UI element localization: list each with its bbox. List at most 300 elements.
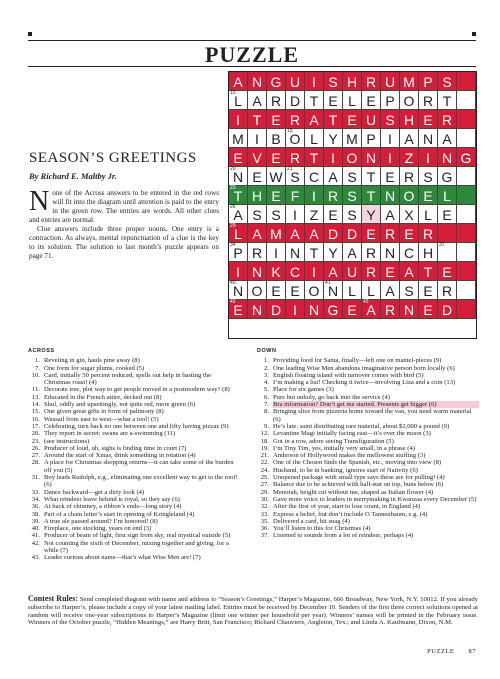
cell-letter: R: [365, 264, 377, 280]
across-clue: [28, 474, 238, 489]
grid-cell[interactable]: [457, 224, 476, 243]
cell-letter: S: [290, 169, 300, 185]
grid-cell[interactable]: [381, 300, 400, 319]
grid-cell[interactable]: [286, 262, 305, 281]
grid-cell[interactable]: [324, 129, 343, 148]
grid-cell[interactable]: [286, 110, 305, 129]
grid-cell[interactable]: [400, 205, 419, 224]
grid-cell[interactable]: [324, 148, 343, 167]
cell-letter: V: [252, 150, 262, 166]
cell-letter: M: [403, 74, 415, 90]
clue-number: 38.: [31, 510, 40, 518]
grid-cell[interactable]: [286, 148, 305, 167]
down-clue: [257, 365, 479, 372]
grid-cell[interactable]: [305, 205, 324, 224]
grid-cell[interactable]: [457, 300, 476, 319]
across-clue: [28, 386, 238, 393]
grid-cell[interactable]: [362, 186, 381, 205]
clue-text: (see instructions): [44, 437, 90, 445]
grid-cell[interactable]: [400, 110, 419, 129]
grid-cell[interactable]: [267, 129, 286, 148]
grid-cell[interactable]: [438, 205, 457, 224]
grid-cell[interactable]: [267, 300, 286, 319]
cell-letter: A: [252, 93, 262, 109]
grid-cell[interactable]: [438, 129, 457, 148]
cell-letter: L: [348, 93, 356, 109]
cell-letter: A: [252, 226, 262, 242]
grid-cell[interactable]: [324, 167, 343, 186]
grid-cell[interactable]: [400, 243, 419, 262]
grid-cell[interactable]: [419, 224, 438, 243]
grid-cell[interactable]: [229, 167, 248, 186]
cell-letter: A: [290, 226, 300, 242]
across-clue: [28, 416, 238, 423]
grid-cell[interactable]: [229, 148, 248, 167]
grid-cell[interactable]: [362, 300, 381, 319]
grid-cell[interactable]: [324, 110, 343, 129]
clue-text: Wassail from east to west—what a tool! (5): [44, 415, 159, 423]
grid-cell[interactable]: [343, 167, 362, 186]
clue-number: 35.: [260, 517, 269, 525]
grid-cell[interactable]: [400, 148, 419, 167]
grid-cell[interactable]: [248, 148, 267, 167]
grid-cell[interactable]: [324, 300, 343, 319]
clue-number: 31.: [31, 474, 40, 482]
clue-text: A true ale passed around? I’m honored! (8): [44, 517, 158, 525]
grid-cell[interactable]: [343, 281, 362, 300]
grid-cell[interactable]: [400, 72, 419, 91]
cell-letter: R: [270, 93, 282, 109]
grid-cell[interactable]: [457, 148, 476, 167]
grid-cell[interactable]: [343, 224, 362, 243]
grid-cell[interactable]: [305, 72, 324, 91]
grid-cell[interactable]: [381, 167, 400, 186]
cell-letter: E: [271, 112, 281, 128]
cell-letter: N: [232, 283, 244, 299]
grid-cell[interactable]: [400, 262, 419, 281]
grid-cell[interactable]: [305, 300, 324, 319]
cell-number: 21: [287, 166, 293, 172]
grid-cell[interactable]: [286, 167, 305, 186]
grid-cell[interactable]: [419, 167, 438, 186]
grid-cell[interactable]: [286, 205, 305, 224]
puzzle-title: SEASON’S GREETINGS: [29, 150, 197, 166]
grid-cell[interactable]: [248, 224, 267, 243]
grid-cell[interactable]: [362, 243, 381, 262]
grid-cell[interactable]: [267, 91, 286, 110]
across-clue: [28, 459, 238, 474]
grid-cell[interactable]: [438, 91, 457, 110]
clue-text: Around the start of Xmas, drink something in rotation (4): [44, 452, 196, 460]
grid-cell[interactable]: [419, 72, 438, 91]
cell-letter: E: [347, 302, 357, 318]
grid-cell[interactable]: [438, 281, 457, 300]
grid-cell[interactable]: [229, 243, 248, 262]
grid-cell[interactable]: [324, 262, 343, 281]
grid-cell[interactable]: [400, 167, 419, 186]
grid-cell[interactable]: [286, 300, 305, 319]
cell-number: 23: [230, 185, 236, 191]
grid-cell[interactable]: [324, 224, 343, 243]
grid-cell[interactable]: [343, 205, 362, 224]
grid-cell[interactable]: [305, 186, 324, 205]
grid-cell[interactable]: [267, 224, 286, 243]
clue-text: Menorah, height cut without me, shaped as Italian flower (4): [273, 488, 434, 496]
grid-cell[interactable]: [267, 186, 286, 205]
cell-letter: E: [404, 226, 414, 242]
down-clue: [257, 394, 479, 401]
grid-cell[interactable]: [457, 205, 476, 224]
cell-letter: B: [271, 131, 281, 147]
corner-mark-right: [472, 32, 476, 36]
cell-letter: G: [460, 150, 472, 166]
grid-cell[interactable]: [305, 224, 324, 243]
cell-letter: X: [404, 207, 414, 223]
grid-cell[interactable]: [229, 262, 248, 281]
grid-cell[interactable]: [229, 110, 248, 129]
grid-cell[interactable]: [267, 205, 286, 224]
grid-cell[interactable]: [248, 262, 267, 281]
grid-cell[interactable]: [457, 129, 476, 148]
cell-letter: I: [236, 112, 240, 128]
cell-letter: U: [365, 112, 377, 128]
grid-cell[interactable]: [229, 281, 248, 300]
clue-text: One leading Wise Men abandons imaginative person born locally (6): [273, 364, 455, 372]
grid-cell[interactable]: [419, 300, 438, 319]
grid-cell[interactable]: [229, 186, 248, 205]
grid-cell[interactable]: [305, 148, 324, 167]
across-clue: [28, 511, 238, 518]
grid-cell[interactable]: [286, 129, 305, 148]
clue-text: Bringing slice from pizzeria home toward the van, you need warm material (6): [273, 408, 472, 423]
grid-cell[interactable]: [324, 205, 343, 224]
clue-number: 7.: [35, 364, 40, 372]
grid-cell[interactable]: [267, 148, 286, 167]
down-clue: [257, 445, 479, 452]
clue-text: Listened to sounds from a lot of reindeer, perhaps (4): [273, 532, 414, 540]
down-clue: [257, 496, 479, 503]
across-clue: [28, 408, 238, 415]
grid-cell[interactable]: [438, 224, 457, 243]
cell-letter: O: [403, 93, 415, 109]
cell-letter: E: [233, 150, 243, 166]
grid-cell[interactable]: [305, 281, 324, 300]
cell-letter: R: [422, 93, 434, 109]
cell-letter: N: [441, 150, 453, 166]
grid-cell[interactable]: [267, 281, 286, 300]
clue-number: 1.: [35, 357, 40, 365]
clue-text: Decorate tree, plot way to get people moved in a postmodern way? (8): [44, 386, 230, 394]
grid-cell[interactable]: [324, 91, 343, 110]
down-clue: [257, 532, 479, 539]
grid-cell[interactable]: [419, 186, 438, 205]
clue-number: 1.: [264, 357, 269, 365]
cell-letter: E: [423, 283, 433, 299]
grid-cell[interactable]: [267, 167, 286, 186]
cell-letter: E: [423, 112, 433, 128]
grid-cell[interactable]: [457, 281, 476, 300]
clue-text: Card, initially 50 percent reduced, spells out help in basting the Christmas roast! (4): [44, 371, 212, 387]
grid-cell[interactable]: [305, 262, 324, 281]
grid-cell[interactable]: [248, 300, 267, 319]
grid-cell[interactable]: [419, 243, 438, 262]
cell-letter: L: [424, 207, 432, 223]
clue-text: What reindeer leave behind is royal, so they say (6): [44, 495, 180, 503]
grid-cell[interactable]: [457, 243, 476, 262]
grid-cell[interactable]: [457, 91, 476, 110]
cell-letter: W: [269, 169, 283, 185]
grid-cell[interactable]: [381, 91, 400, 110]
grid-cell[interactable]: [229, 129, 248, 148]
grid-cell[interactable]: [248, 91, 267, 110]
grid-cell[interactable]: [438, 167, 457, 186]
contest-rules: [28, 595, 478, 627]
across-clue: [28, 503, 238, 510]
instructions-paragraph-1: one of the Across answers to be entered in the red rows will fit into the diagram until attention is paid to the entry in the green row. The entries are words. All other clues and entries are normal.: [29, 189, 219, 224]
clue-number: 19.: [260, 444, 269, 452]
cell-letter: G: [270, 74, 282, 90]
grid-cell[interactable]: [362, 148, 381, 167]
grid-cell[interactable]: [286, 224, 305, 243]
grid-cell[interactable]: [419, 262, 438, 281]
grid-cell[interactable]: [248, 110, 267, 129]
cell-letter: I: [312, 74, 316, 90]
grid-cell[interactable]: [362, 167, 381, 186]
cell-letter: L: [234, 226, 242, 242]
clue-number: 13.: [31, 393, 40, 401]
clue-number: 23.: [31, 437, 40, 445]
grid-cell[interactable]: [438, 148, 457, 167]
grid-cell[interactable]: [381, 129, 400, 148]
clue-text: Educated in the French attire, decked out (8): [44, 393, 162, 401]
grid-cell[interactable]: [248, 205, 267, 224]
cell-letter: Y: [366, 207, 376, 223]
grid-cell[interactable]: [381, 224, 400, 243]
grid-cell[interactable]: [229, 72, 248, 91]
cell-letter: T: [423, 264, 433, 280]
cell-letter: I: [388, 131, 392, 147]
puzzle-intro: [29, 150, 219, 261]
grid-cell[interactable]: [419, 129, 438, 148]
grid-cell[interactable]: [248, 186, 267, 205]
cell-letter: O: [308, 283, 320, 299]
grid-cell[interactable]: [362, 91, 381, 110]
grid-cell[interactable]: [438, 186, 457, 205]
clue-text: Dance backward—get a dirty look (4): [44, 488, 145, 496]
grid-cell[interactable]: [267, 243, 286, 262]
cell-letter: S: [404, 283, 414, 299]
cell-letter: T: [309, 245, 319, 261]
grid-cell[interactable]: [381, 186, 400, 205]
cell-letter: Z: [404, 150, 414, 166]
clue-number: 20.: [31, 430, 40, 438]
grid-cell[interactable]: [457, 110, 476, 129]
cell-letter: I: [293, 207, 297, 223]
grid-cell[interactable]: [438, 110, 457, 129]
grid-cell[interactable]: [419, 281, 438, 300]
clue-text: English floating island with turnover comes with bird (5): [273, 371, 424, 379]
clue-number: 43.: [31, 554, 40, 562]
grid-cell[interactable]: [400, 224, 419, 243]
cell-letter: D: [327, 226, 339, 242]
cell-letter: L: [348, 283, 356, 299]
grid-cell[interactable]: [229, 224, 248, 243]
grid-cell[interactable]: [305, 110, 324, 129]
grid-cell[interactable]: [248, 129, 267, 148]
grid-cell[interactable]: [324, 243, 343, 262]
grid-cell[interactable]: [362, 72, 381, 91]
cell-letter: M: [346, 131, 358, 147]
grid-cell[interactable]: [343, 110, 362, 129]
cell-letter: I: [255, 131, 259, 147]
grid-cell[interactable]: [419, 148, 438, 167]
grid-cell[interactable]: [400, 91, 419, 110]
across-clue: [28, 372, 238, 387]
grid-cell[interactable]: [305, 243, 324, 262]
clue-text: Leader curious about name—that’s what Wise Men are! (7): [44, 554, 201, 562]
clue-text: Bra information? Don’t get me started. Presents get bigger (6): [273, 401, 479, 408]
grid-cell[interactable]: [267, 110, 286, 129]
grid-cell[interactable]: [400, 300, 419, 319]
grid-cell[interactable]: [324, 281, 343, 300]
cell-letter: R: [289, 150, 301, 166]
grid-cell[interactable]: [362, 129, 381, 148]
cell-letter: A: [366, 302, 376, 318]
cell-letter: L: [443, 188, 451, 204]
cell-letter: C: [403, 245, 415, 261]
down-clue: [257, 430, 479, 437]
grid-cell[interactable]: [343, 186, 362, 205]
clue-number: 2.: [264, 364, 269, 372]
clue-number: 8.: [264, 408, 269, 416]
cell-letter: T: [442, 93, 452, 109]
grid-cell[interactable]: [267, 72, 286, 91]
grid-cell[interactable]: [381, 281, 400, 300]
clue-text: Got in a row, adore seeing Transfiguration (5): [273, 437, 394, 445]
grid-cell[interactable]: [457, 186, 476, 205]
cell-letter: E: [442, 264, 452, 280]
contest-text: Send completed diagram with name and address to “Season’s Greetings,” Harper’s Magazine, 666 Broadway, New York, N.Y. 10012. If you already subscribe to Harper’s, please include a copy of your latest mailing label. Entries must be received by December 10. Senders of the first three correct solutions opened at random will receive one-year subscriptions to Harper’s Magazine (limit one winner per household per year). Winners’ names will be printed in the February issue. Winners of the October puzzle, “Hidden Meanings,” are Harry Britt, San Francisco; Richard Chauviere, Angleton, Tex.; and Linda A. Kaufmann, Dixon, N.M.: [28, 596, 479, 627]
grid-cell[interactable]: [248, 243, 267, 262]
cell-letter: T: [366, 188, 376, 204]
grid-cell[interactable]: [248, 281, 267, 300]
grid-cell[interactable]: [286, 186, 305, 205]
cell-letter: C: [308, 169, 320, 185]
grid-cell[interactable]: [419, 205, 438, 224]
cell-letter: I: [274, 245, 278, 261]
grid-cell[interactable]: [381, 243, 400, 262]
cell-letter: M: [270, 226, 282, 242]
cell-letter: G: [327, 302, 339, 318]
grid-cell[interactable]: [362, 110, 381, 129]
grid-cell[interactable]: [362, 262, 381, 281]
grid-cell[interactable]: [419, 91, 438, 110]
grid-cell[interactable]: [362, 281, 381, 300]
grid-cell[interactable]: [305, 129, 324, 148]
clue-number: 29.: [260, 488, 269, 496]
grid-cell[interactable]: [362, 205, 381, 224]
grid-cell[interactable]: [229, 91, 248, 110]
cell-letter: H: [422, 245, 434, 261]
instructions-paragraph-2: Clue answers include three proper nouns. One entry is a contraction. As always, mental repunctuation of a clue is the key to its solution. The solution to last month’s puzzle appears on page 71.: [29, 225, 219, 260]
clue-number: 25.: [260, 474, 269, 482]
across-clue: [28, 401, 238, 408]
grid-cell[interactable]: [267, 262, 286, 281]
clue-number: 27.: [260, 481, 269, 489]
across-clue: [28, 518, 238, 525]
cell-letter: R: [251, 245, 263, 261]
grid-cell[interactable]: [438, 262, 457, 281]
grid-cell[interactable]: [286, 72, 305, 91]
grid-cell[interactable]: [324, 186, 343, 205]
grid-cell[interactable]: [457, 262, 476, 281]
grid-cell[interactable]: [438, 300, 457, 319]
grid-cell[interactable]: [381, 110, 400, 129]
grid-cell[interactable]: [286, 243, 305, 262]
grid-cell[interactable]: [343, 300, 362, 319]
across-clue: [28, 525, 238, 532]
clue-number: 24.: [260, 466, 269, 474]
grid-cell[interactable]: [229, 205, 248, 224]
grid-cell[interactable]: [381, 205, 400, 224]
grid-cell[interactable]: [248, 72, 267, 91]
grid-cell[interactable]: [324, 72, 343, 91]
cell-letter: E: [347, 112, 357, 128]
grid-cell[interactable]: [457, 167, 476, 186]
grid-cell[interactable]: [400, 186, 419, 205]
grid-cell[interactable]: [400, 281, 419, 300]
cell-letter: S: [423, 169, 433, 185]
cell-letter: A: [328, 264, 338, 280]
grid-cell[interactable]: [343, 129, 362, 148]
grid-cell[interactable]: [343, 148, 362, 167]
clue-text: Celebrating, turn back no one between one and fifty having pizzaz (9): [44, 422, 229, 430]
grid-cell[interactable]: [457, 72, 476, 91]
grid-cell[interactable]: [286, 281, 305, 300]
grid-cell[interactable]: [419, 110, 438, 129]
grid-cell[interactable]: [438, 72, 457, 91]
clue-number: 12.: [260, 430, 269, 438]
grid-cell[interactable]: [438, 243, 457, 262]
grid-cell[interactable]: [248, 167, 267, 186]
grid-cell[interactable]: [381, 72, 400, 91]
crossword-grid[interactable]: [228, 71, 477, 339]
grid-cell[interactable]: [229, 300, 248, 319]
grid-cell[interactable]: [305, 91, 324, 110]
grid-cell[interactable]: [343, 91, 362, 110]
grid-cell[interactable]: [343, 72, 362, 91]
across-clue: [28, 445, 238, 452]
grid-cell[interactable]: [400, 129, 419, 148]
grid-cell[interactable]: [286, 91, 305, 110]
cell-letter: S: [271, 207, 281, 223]
clue-text: Balance due to be achieved with half-star on top, buns below (6): [273, 481, 444, 489]
cell-letter: M: [232, 131, 244, 147]
clue-number: 16.: [31, 415, 40, 423]
cell-letter: O: [289, 131, 301, 147]
clue-text: You’ll listen to this for Christmas (4): [273, 525, 371, 533]
down-clue: [257, 408, 479, 423]
grid-cell[interactable]: [343, 243, 362, 262]
grid-cell[interactable]: [343, 262, 362, 281]
grid-cell[interactable]: [381, 148, 400, 167]
down-clue: [257, 386, 479, 393]
grid-cell[interactable]: [305, 167, 324, 186]
clue-text: Unopened package with small type says these are for pulling! (4): [273, 474, 445, 482]
grid-cell[interactable]: [381, 262, 400, 281]
grid-cell[interactable]: [362, 224, 381, 243]
cell-number: 29: [230, 223, 236, 229]
